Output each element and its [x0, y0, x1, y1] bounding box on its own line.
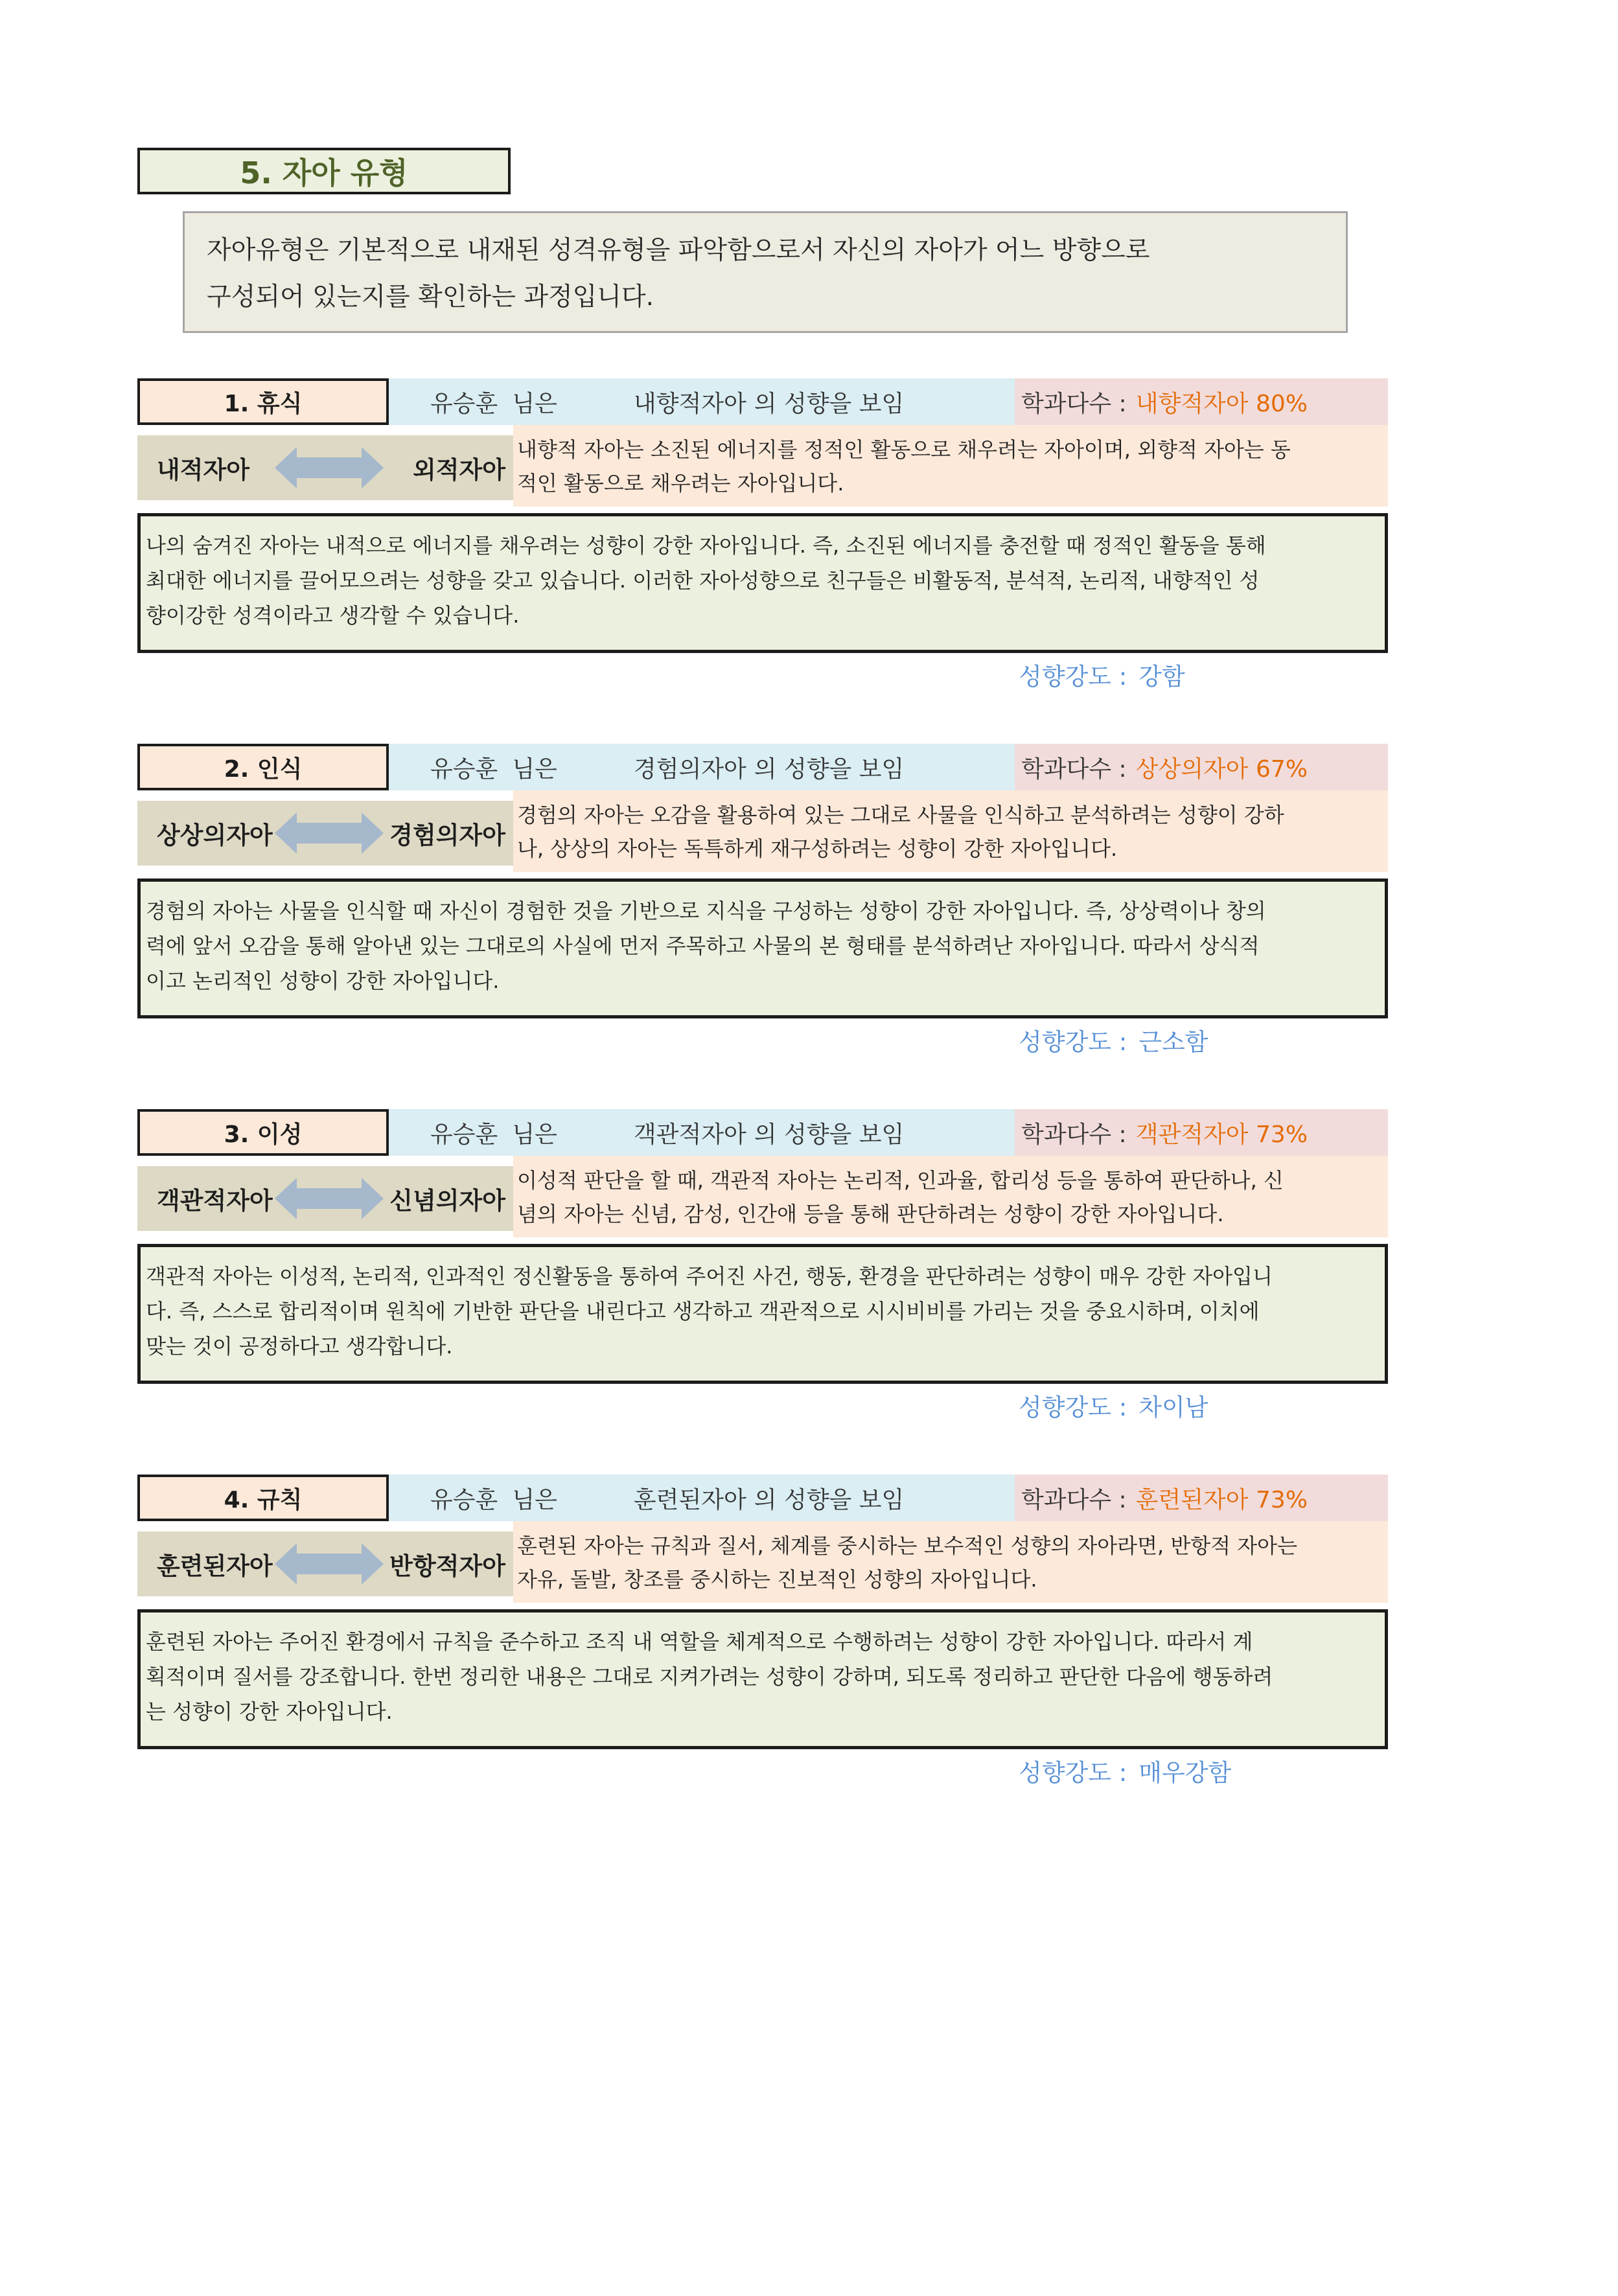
ego-type: 객관적자아 [633, 1121, 746, 1148]
page-title-box [137, 148, 511, 194]
double-arrow-icon [275, 810, 384, 856]
intro-line-2: 구성되어 있는지를 확인하는 과정입니다. [207, 282, 654, 312]
detail-line: 다. 즉, 스스로 합리적이며 원칙에 기반한 판단을 내린다고 생각하고 객관적으로 시시비비를 가리는 것을 중요시하며, 이치에 [146, 1299, 1260, 1324]
ego-section-reason [137, 1109, 1388, 1420]
strength [1019, 1753, 1231, 1788]
detail-description [137, 1244, 1388, 1384]
strength-value: 매우강함 [1138, 1759, 1232, 1787]
ego-pair [137, 1532, 513, 1596]
detail-line: 력에 앞서 오감을 통해 알아낸 있는 그대로의 사실에 먼저 주목하고 사물의 본 형태를 분석하려난 자아입니다. 따라서 상식적 [146, 934, 1260, 958]
major-label: 학과다수 : [1021, 390, 1127, 417]
pair-left: 내적자아 [157, 456, 249, 484]
strength [1019, 1022, 1208, 1057]
shows-bar [389, 378, 1015, 425]
honorific: 님은 [512, 755, 557, 783]
section-label: 1. 휴식 [137, 378, 389, 425]
major-label: 학과다수 : [1021, 755, 1127, 783]
pair-left: 상상의자아 [157, 821, 273, 849]
strength-label: 성향강도 : [1019, 1759, 1127, 1787]
brief-description [513, 1156, 1388, 1237]
strength-label: 성향강도 : [1019, 1028, 1127, 1056]
shows-bar [389, 744, 1015, 790]
brief-description [513, 790, 1388, 872]
honorific: 님은 [512, 1486, 557, 1513]
brief-line: 훈련된 자아는 규칙과 질서, 체계를 중시하는 보수적인 성향의 자아라면, 반항적 자아는 [517, 1533, 1297, 1558]
section-label: 3. 이성 [137, 1109, 389, 1156]
detail-line: 훈련된 자아는 주어진 환경에서 규칙을 준수하고 조직 내 역할을 체계적으로 수행하려는 성향이 강한 자아입니다. 따라서 계 [146, 1629, 1253, 1654]
major-bar [1015, 1109, 1388, 1156]
ego-section-rules [137, 1475, 1388, 1785]
pair-right: 신념의자아 [389, 1187, 505, 1215]
honorific: 님은 [512, 390, 557, 417]
detail-line: 맞는 것이 공정하다고 생각합니다. [146, 1334, 453, 1359]
major-bar [1015, 378, 1388, 425]
ego-section-rest [137, 378, 1388, 689]
brief-description [513, 425, 1388, 507]
person-name: 유승훈 [430, 1121, 498, 1148]
ego-type: 경험의자아 [633, 755, 746, 783]
detail-line: 최대한 에너지를 끌어모으려는 성향을 갖고 있습니다. 이러한 자아성향으로 친구들은 비활동적, 분석적, 논리적, 내향적인 성 [146, 568, 1260, 593]
brief-line: 경험의 자아는 오감을 활용하여 있는 그대로 사물을 인식하고 분석하려는 성향이 강하 [517, 803, 1284, 827]
detail-line: 향이강한 성격이라고 생각할 수 있습니다. [146, 603, 520, 628]
section-label: 2. 인식 [137, 744, 389, 790]
ego-section-perception [137, 744, 1388, 1055]
detail-line: 경험의 자아는 사물을 인식할 때 자신이 경험한 것을 기반으로 지식을 구성하는 성향이 강한 자아입니다. 즉, 상상력이나 창의 [146, 899, 1266, 923]
detail-line: 는 성향이 강한 자아입니다. [146, 1699, 393, 1724]
pair-left: 훈련된자아 [157, 1552, 273, 1580]
intro-line-1: 자아유형은 기본적으로 내재된 성격유형을 파악함으로서 자신의 자아가 어느 방향으로 [207, 236, 1150, 265]
double-arrow-icon [275, 1541, 384, 1587]
shows-suffix: 의 성향을 보임 [754, 390, 905, 417]
strength-value: 강함 [1138, 663, 1185, 691]
page-title: 5. 자아 유형 [240, 155, 408, 190]
ego-type: 내향적자아 [633, 390, 746, 417]
person-name: 유승훈 [430, 1486, 498, 1513]
brief-line: 내향적 자아는 소진된 에너지를 정적인 활동으로 채우려는 자아이며, 외향적 자아는 동 [517, 437, 1291, 462]
major-bar [1015, 744, 1388, 790]
major-value: 훈련된자아 73% [1135, 1486, 1308, 1513]
strength-label: 성향강도 : [1019, 1394, 1127, 1421]
brief-line: 나, 상상의 자아는 독특하게 재구성하려는 성향이 강한 자아입니다. [517, 836, 1118, 861]
brief-line: 념의 자아는 신념, 감성, 인간애 등을 통해 판단하려는 성향이 강한 자아입니다. [517, 1202, 1224, 1226]
person-name: 유승훈 [430, 390, 498, 417]
brief-line: 적인 활동으로 채우려는 자아입니다. [517, 471, 844, 496]
pair-left: 객관적자아 [157, 1187, 273, 1215]
pair-right: 경험의자아 [389, 821, 505, 849]
detail-line: 나의 숨겨진 자아는 내적으로 에너지를 채우려는 성향이 강한 자아입니다. 즉, 소진된 에너지를 충전할 때 정적인 활동을 통해 [146, 533, 1266, 558]
brief-description [513, 1521, 1388, 1603]
strength-label: 성향강도 : [1019, 663, 1127, 691]
person-name: 유승훈 [430, 755, 498, 783]
intro-box [183, 211, 1348, 333]
shows-bar [389, 1109, 1015, 1156]
brief-line: 자유, 돌발, 창조를 중시하는 진보적인 성향의 자아입니다. [517, 1567, 1037, 1592]
section-label: 4. 규칙 [137, 1475, 389, 1521]
pair-right: 외적자아 [413, 456, 505, 484]
strength [1019, 657, 1185, 692]
shows-suffix: 의 성향을 보임 [754, 755, 905, 783]
strength-value: 근소함 [1138, 1028, 1208, 1056]
detail-description [137, 878, 1388, 1018]
detail-description [137, 513, 1388, 653]
strength-value: 차이남 [1138, 1394, 1208, 1421]
ego-pair [137, 1166, 513, 1231]
ego-type: 훈련된자아 [633, 1486, 746, 1513]
ego-pair [137, 801, 513, 866]
major-value: 상상의자아 67% [1135, 755, 1308, 783]
detail-description [137, 1609, 1388, 1749]
honorific: 님은 [512, 1121, 557, 1148]
shows-suffix: 의 성향을 보임 [754, 1486, 905, 1513]
strength [1019, 1388, 1208, 1423]
ego-pair [137, 435, 513, 500]
double-arrow-icon [275, 1175, 384, 1222]
major-bar [1015, 1475, 1388, 1521]
detail-line: 획적이며 질서를 강조합니다. 한번 정리한 내용은 그대로 지켜가려는 성향이 강하며, 되도록 정리하고 판단한 다음에 행동하려 [146, 1664, 1273, 1689]
shows-bar [389, 1475, 1015, 1521]
major-value: 내향적자아 80% [1135, 390, 1308, 417]
double-arrow-icon [275, 444, 384, 491]
major-label: 학과다수 : [1021, 1121, 1127, 1148]
major-label: 학과다수 : [1021, 1486, 1127, 1513]
pair-right: 반항적자아 [389, 1552, 505, 1580]
brief-line: 이성적 판단을 할 때, 객관적 자아는 논리적, 인과율, 합리성 등을 통하여 판단하나, 신 [517, 1168, 1284, 1193]
shows-suffix: 의 성향을 보임 [754, 1121, 905, 1148]
detail-line: 객관적 자아는 이성적, 논리적, 인과적인 정신활동을 통하여 주어진 사건, 행동, 환경을 판단하려는 성향이 매우 강한 자아입니 [146, 1264, 1273, 1289]
major-value: 객관적자아 73% [1135, 1121, 1308, 1148]
detail-line: 이고 논리적인 성향이 강한 자아입니다. [146, 969, 500, 993]
